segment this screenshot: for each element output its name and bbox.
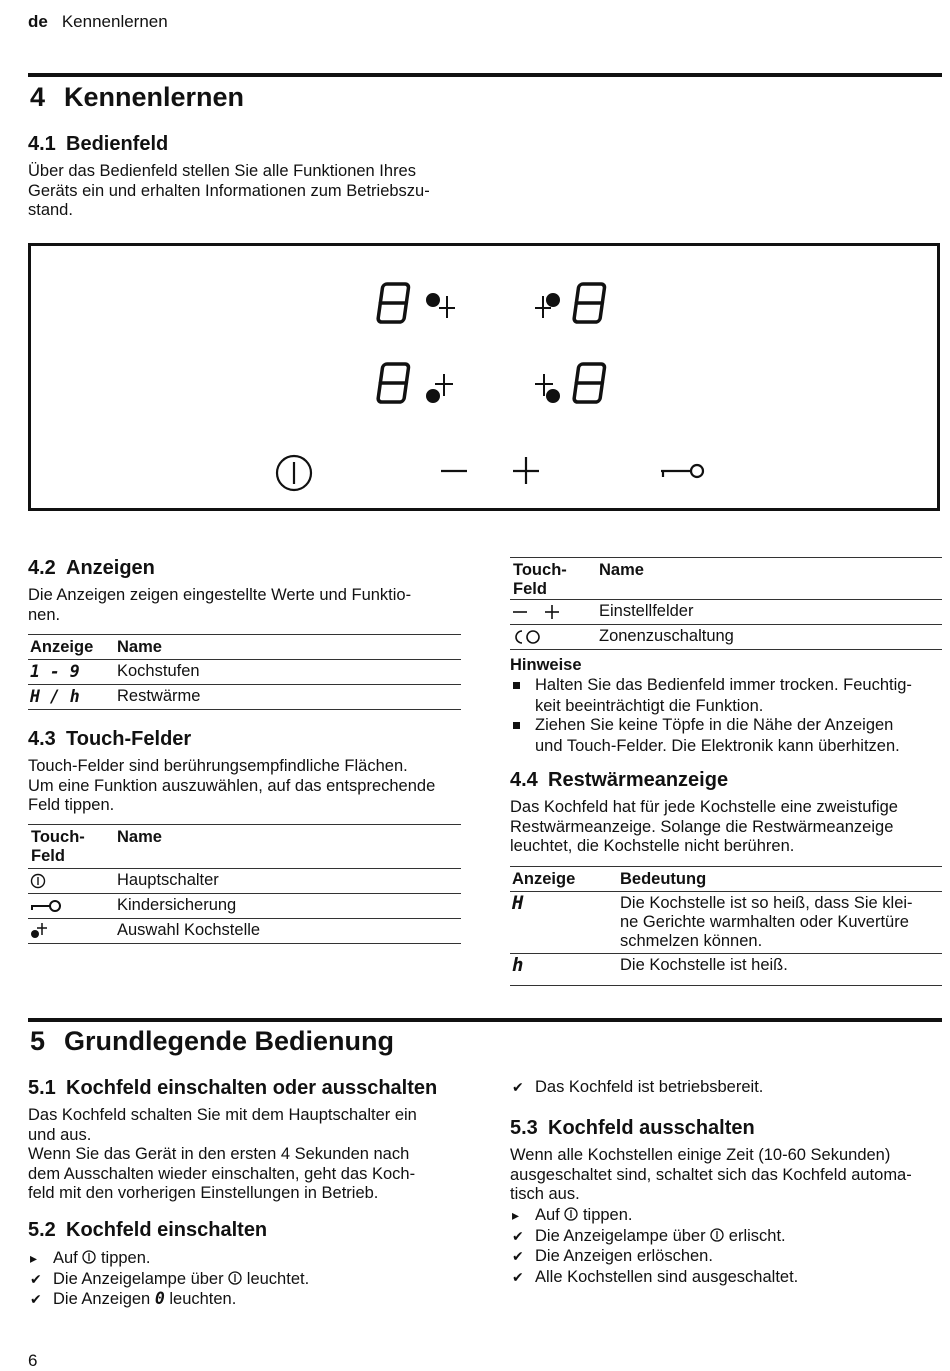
table-top-rule [28, 634, 461, 635]
zone-select-icon[interactable] [427, 374, 453, 402]
table-top-rule [510, 866, 942, 867]
table-row: Hauptschalter [28, 869, 461, 894]
touch-fields-table-2 [510, 559, 942, 650]
chapter-5-title: 5 Grundlegende Bedienung [30, 1026, 395, 1056]
residual-heat-table [510, 868, 942, 986]
header-section: Kennenlernen [61, 12, 168, 31]
table-row: 1 - 9 Kochstufen [28, 660, 461, 685]
list-item: ✔ Die Anzeigelampe über erlischt. [512, 1226, 786, 1245]
list-item: ✔ Das Kochfeld ist betriebsbereit. [512, 1078, 764, 1096]
table-header-row: Touch- Feld Name [510, 559, 942, 600]
minus-plus-icon [512, 604, 564, 620]
display-digit-1 [378, 284, 409, 322]
table-header-row: Anzeige Bedeutung [510, 868, 942, 892]
power-icon[interactable] [277, 456, 311, 490]
display-digit-4 [574, 364, 605, 402]
chapter-rule [28, 1018, 942, 1022]
section-5-3-heading: 5.3 Kochfeld ausschalten [510, 1117, 755, 1139]
zone-select-icon [30, 922, 50, 940]
section-4-1-heading: 4.1 Bedienfeld [28, 133, 169, 155]
page-header [28, 12, 168, 32]
table-header-row: Anzeige Name [28, 636, 461, 660]
touch-fields-table [28, 826, 461, 944]
list-item: ✔ Die Anzeigelampe über leuchtet. [30, 1269, 310, 1288]
plus-icon[interactable] [513, 457, 539, 484]
section-5-1-heading: 5.1 Kochfeld einschalten oder ausschalten [28, 1077, 438, 1099]
steps-list [510, 1205, 950, 1287]
display-zero-symbol: 0 [154, 1289, 165, 1308]
section-4-3-text: Touch-Felder sind berührungsempfindliche Flächen. Um eine Funktion auszuwählen, auf das entsprechende Feld tippen. [28, 757, 436, 814]
table-row: h Die Kochstelle ist heiß. [510, 954, 942, 986]
table-header-row: Touch- Feld Name [28, 826, 461, 869]
table-row: H Die Kochstelle ist so heiß, dass Sie klei- ne Gerichte warmhalten oder Kuvertüre schmelzen können. [510, 892, 942, 954]
chapter-rule [28, 73, 942, 77]
power-icon [710, 1228, 724, 1242]
section-4-3-heading: 4.3 Touch-Felder [28, 728, 192, 750]
list-item: Ziehen Sie keine Töpfe in die Nähe der Anzeigen und Touch-Felder. Die Elektronik kann überhitzen. [510, 715, 950, 756]
section-4-4-heading: 4.4 Restwärmeanzeige [510, 769, 729, 791]
control-panel [28, 243, 940, 511]
section-4-4-text: Das Kochfeld hat für jede Kochstelle eine zweistufige Restwärmeanzeige. Solange die Restwärmeanzeige leuchtet, die Kochstelle nicht berühren. [510, 798, 898, 855]
table-top-rule [510, 557, 942, 558]
language-tag: de [28, 12, 48, 31]
section-4-2-heading: 4.2 Anzeigen [28, 557, 155, 579]
section-5-3-text: Wenn alle Kochstellen einige Zeit (10-60 Sekunden) ausgeschaltet sind, schaltet sich das Kochfeld automa- tisch aus. [510, 1146, 912, 1203]
notes-title: Hinweise [510, 656, 582, 674]
key-lock-icon [30, 899, 62, 913]
section-4-2-text: Die Anzeigen zeigen eingestellte Werte und Funktio- nen. [28, 586, 412, 624]
table-row: Kindersicherung [28, 894, 461, 919]
power-icon [228, 1271, 242, 1285]
list-item: ✔ Die Anzeigen erlöschen. [512, 1247, 713, 1265]
list-item: ✔ Alle Kochstellen sind ausgeschaltet. [512, 1267, 799, 1286]
section-5-2-heading: 5.2 Kochfeld einschalten [28, 1219, 268, 1241]
power-icon [30, 873, 46, 889]
section-5-1-text: Das Kochfeld schalten Sie mit dem Hauptschalter ein und aus. Wenn Sie das Gerät in den ersten 4 Sekunden nach dem Ausschalten wieder einschalten, geht das Koch- feld mit den vorherigen Einstellungen in Betrieb. [28, 1106, 417, 1202]
section-4-1-text: Über das Bedienfeld stellen Sie alle Funktionen Ihres Geräts ein und erhalten Informationen zum Betriebszu- stand. [28, 162, 430, 219]
page-number: 6 [28, 1351, 38, 1370]
table-row: Auswahl Kochstelle [28, 919, 461, 944]
zone-link-icon [512, 630, 544, 644]
display-digit-2 [574, 284, 605, 322]
table-top-rule [28, 824, 461, 825]
table-row: Einstellfelder [510, 600, 942, 625]
anzeigen-table [28, 636, 461, 710]
list-item: ▸ Auf tippen. [30, 1249, 151, 1267]
zone-select-icon[interactable] [427, 294, 455, 318]
list-item: ▸ Auf tippen. [512, 1206, 633, 1224]
zone-select-icon[interactable] [535, 294, 559, 318]
list-item: ✔ Die Anzeigen 0 leuchten. [30, 1289, 237, 1308]
notes-list [510, 675, 950, 756]
steps-list [28, 1248, 468, 1310]
list-item: Halten Sie das Bedienfeld immer trocken. Feuchtig- keit beeinträchtigt die Funktion. [510, 675, 950, 716]
display-digit-3 [378, 364, 409, 402]
table-row: H / h Restwärme [28, 685, 461, 710]
key-lock-icon[interactable] [661, 465, 703, 477]
chapter-4-title: 4 Kennenlernen [30, 82, 245, 112]
power-icon [564, 1207, 578, 1221]
table-row: Zonenzuschaltung [510, 625, 942, 650]
power-icon [82, 1250, 96, 1264]
steps-list [510, 1077, 950, 1098]
zone-select-icon[interactable] [535, 374, 559, 402]
